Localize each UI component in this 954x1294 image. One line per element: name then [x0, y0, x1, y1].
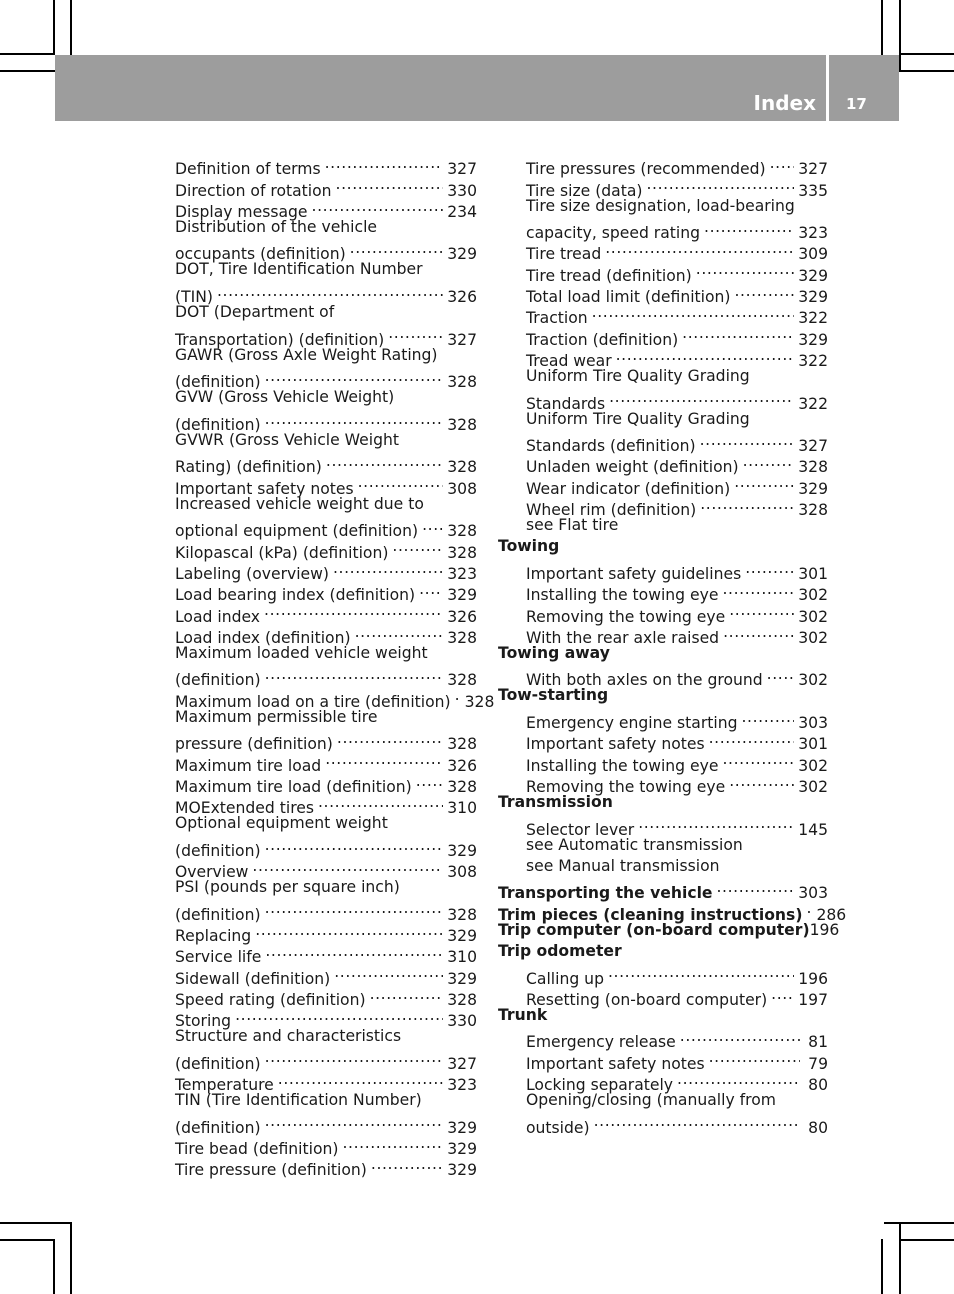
leader-dots — [334, 962, 443, 983]
index-entry — [498, 536, 828, 557]
entry-label: Wear indicator (definition) — [526, 479, 731, 498]
entry-label: Selector lever — [526, 820, 635, 839]
entry-label: Standards (definition) — [526, 437, 696, 456]
leader-dots — [709, 1047, 800, 1068]
index-entry — [175, 430, 477, 451]
leader-dots — [734, 281, 794, 302]
crop-mark — [0, 1239, 55, 1241]
leader-dots — [806, 898, 812, 919]
entry-page: 79 — [808, 1054, 828, 1073]
entry-page: 326 — [447, 756, 477, 775]
entry-label: GAWR (Gross Axle Weight Rating) — [175, 345, 438, 364]
index-entry — [175, 217, 477, 238]
entry-page: 327 — [447, 330, 477, 349]
entry-label: Maximum tire load (definition) — [175, 777, 412, 796]
index-entry — [175, 238, 477, 264]
leader-dots — [608, 962, 794, 983]
leader-dots — [325, 749, 443, 770]
crop-mark — [70, 1222, 72, 1294]
entry-page: 329 — [447, 1139, 477, 1158]
entry-label: GVWR (Gross Vehicle Weight — [175, 430, 399, 449]
leader-dots — [745, 558, 794, 579]
entry-label: Installing the towing eye — [526, 756, 719, 775]
entry-label: Definition of terms — [175, 160, 321, 179]
leader-dots — [325, 153, 444, 174]
index-entry — [175, 494, 477, 515]
entry-label: Uniform Tire Quality Grading — [526, 366, 750, 385]
leader-dots — [700, 494, 794, 515]
entry-page: 286 — [816, 905, 847, 924]
entry-label: (definition) — [175, 373, 261, 392]
entry-label: Traction (definition) — [526, 330, 679, 349]
crop-mark — [899, 1222, 901, 1294]
crop-mark — [881, 0, 883, 55]
entry-label: Sidewall (definition) — [175, 969, 331, 988]
entry-label: Tire tread (definition) — [526, 266, 692, 285]
index-entry — [498, 1111, 828, 1137]
entry-label: Load index — [175, 607, 261, 626]
index-entry — [175, 153, 477, 179]
entry-page: 329 — [447, 245, 477, 264]
leader-dots — [455, 685, 461, 706]
entry-page: 302 — [798, 777, 828, 796]
entry-label: Tire pressure (definition) — [175, 1161, 367, 1180]
crop-mark — [0, 53, 55, 55]
entry-label: Tire size designation, load-bearing — [526, 196, 795, 215]
entry-label: Trunk — [498, 1005, 548, 1024]
entry-page: 328 — [447, 522, 477, 541]
leader-dots — [252, 856, 443, 877]
index-entry — [175, 281, 477, 307]
entry-page: 329 — [447, 586, 477, 605]
entry-page: 301 — [798, 564, 828, 583]
leader-dots — [416, 771, 444, 792]
entry-page: 328 — [447, 905, 477, 924]
crop-mark — [881, 1239, 883, 1294]
entry-label: MOExtended tires — [175, 799, 314, 818]
leader-dots — [265, 941, 443, 962]
index-entry — [498, 217, 828, 243]
leader-dots — [350, 238, 444, 259]
entry-label: Calling up — [526, 969, 604, 988]
leader-dots — [217, 281, 443, 302]
entry-label: Tire pressures (recommended) — [526, 160, 766, 179]
entry-label: (TIN) — [175, 288, 213, 307]
entry-page: 309 — [798, 245, 828, 264]
entry-page: 323 — [447, 564, 477, 583]
header-separator — [826, 55, 829, 121]
leader-dots — [722, 749, 794, 770]
entry-page: 327 — [447, 1054, 477, 1073]
leader-dots — [646, 174, 794, 195]
leader-dots — [594, 1111, 800, 1132]
entry-page: 329 — [447, 926, 477, 945]
index-entry — [175, 728, 477, 754]
entry-label: Tire tread — [526, 245, 602, 264]
leader-dots — [326, 451, 443, 472]
leader-dots — [358, 472, 444, 493]
leader-dots — [255, 920, 443, 941]
entry-label: Increased vehicle weight due to — [175, 494, 424, 513]
leader-dots — [265, 1111, 444, 1132]
entry-page: 323 — [447, 1076, 477, 1095]
entry-page: 196 — [798, 969, 828, 988]
leader-dots — [638, 813, 794, 834]
leader-dots — [265, 898, 444, 919]
entry-page: 328 — [447, 628, 477, 647]
index-entry — [498, 558, 828, 583]
entry-label: Emergency release — [526, 1033, 676, 1052]
entry-page: 302 — [798, 586, 828, 605]
entry-label: DOT (Department of — [175, 303, 335, 322]
entry-label: (definition) — [175, 415, 261, 434]
entry-page: 326 — [447, 288, 477, 307]
leader-dots — [342, 1133, 443, 1154]
entry-label: Transportation) (definition) — [175, 330, 385, 349]
entry-page: 303 — [798, 884, 828, 903]
index-entry — [175, 1047, 477, 1073]
index-entry — [175, 835, 477, 860]
entry-page: 335 — [798, 181, 828, 200]
leader-dots — [723, 622, 794, 643]
index-entry — [498, 962, 828, 988]
entry-label: Tread wear — [526, 351, 612, 370]
entry-label: see Flat tire — [526, 516, 619, 535]
crop-mark — [899, 53, 954, 55]
crop-mark — [53, 0, 55, 55]
entry-label: GVW (Gross Vehicle Weight) — [175, 388, 395, 407]
index-entry — [175, 451, 477, 477]
leader-dots — [709, 728, 795, 749]
entry-page: 328 — [447, 671, 477, 690]
entry-label: Removing the towing eye — [526, 777, 726, 796]
index-entry — [175, 898, 477, 924]
index-entry — [498, 877, 828, 903]
entry-label: Towing away — [498, 643, 610, 662]
entry-label: Towing — [498, 537, 560, 556]
index-entry — [175, 345, 477, 366]
crop-mark — [53, 1239, 55, 1294]
entry-label: Structure and characteristics — [175, 1027, 402, 1046]
entry-page: 327 — [798, 160, 828, 179]
leader-dots — [704, 217, 794, 238]
entry-page: 302 — [798, 607, 828, 626]
entry-label: Load index (definition) — [175, 628, 351, 647]
entry-page: 328 — [798, 501, 828, 520]
entry-label: (definition) — [175, 1054, 261, 1073]
entry-label: capacity, speed rating — [526, 224, 701, 243]
leader-dots — [337, 728, 443, 749]
entry-page: 234 — [447, 202, 477, 221]
entry-page: 322 — [798, 394, 828, 413]
leader-dots — [767, 664, 795, 685]
entry-page: 329 — [798, 288, 828, 307]
leader-dots — [680, 1026, 800, 1047]
entry-label: see Manual transmission — [526, 856, 720, 875]
index-entry — [175, 302, 477, 323]
entry-label: outside) — [526, 1118, 590, 1137]
entry-label: Optional equipment weight — [175, 814, 388, 833]
entry-page: 327 — [798, 437, 828, 456]
entry-page: 308 — [447, 479, 477, 498]
entry-label: optional equipment (definition) — [175, 522, 419, 541]
entry-label: Load bearing index (definition) — [175, 586, 416, 605]
entry-page: 322 — [798, 351, 828, 370]
index-entry — [498, 707, 828, 733]
entry-label: Important safety guidelines — [526, 564, 742, 583]
leader-dots — [729, 771, 794, 792]
entry-label: see Automatic transmission — [526, 835, 743, 854]
index-entry — [498, 366, 828, 387]
leader-dots — [370, 984, 444, 1005]
index-entry — [175, 813, 477, 834]
index-entry — [498, 856, 828, 877]
entry-page: 328 — [464, 692, 495, 711]
entry-label: Traction — [526, 309, 588, 328]
index-entry — [175, 1026, 477, 1047]
leader-dots — [333, 558, 443, 579]
index-column-left — [175, 153, 495, 1180]
leader-dots — [265, 835, 444, 856]
entry-label: Important safety notes — [526, 735, 705, 754]
entry-label: Speed rating (definition) — [175, 990, 366, 1009]
entry-page: 327 — [447, 160, 477, 179]
leader-dots — [729, 600, 794, 621]
index-entry — [498, 835, 828, 856]
entry-label: Total load limit (definition) — [526, 288, 731, 307]
entry-page: 328 — [447, 458, 477, 477]
entry-label: (definition) — [175, 841, 261, 860]
index-entry — [175, 877, 477, 898]
leader-dots — [312, 196, 444, 217]
leader-dots — [336, 174, 444, 195]
entry-page: 329 — [447, 969, 477, 988]
entry-label: Resetting (on-board computer) — [526, 990, 768, 1009]
index-entry — [498, 387, 828, 413]
entry-label: Maximum loaded vehicle weight — [175, 643, 428, 662]
entry-page: 328 — [447, 373, 477, 392]
page-title: Index — [753, 91, 816, 115]
entry-page: 330 — [447, 1012, 477, 1031]
leader-dots — [743, 451, 795, 472]
entry-label: Installing the towing eye — [526, 586, 719, 605]
leader-dots — [682, 323, 794, 344]
entry-label: (definition) — [175, 905, 261, 924]
leader-dots — [422, 515, 443, 536]
entry-page: 301 — [798, 735, 828, 754]
entry-page: 329 — [447, 1118, 477, 1137]
entry-label: Tire size (data) — [526, 181, 643, 200]
leader-dots — [696, 259, 794, 280]
entry-label: Direction of rotation — [175, 181, 332, 200]
entry-label: PSI (pounds per square inch) — [175, 878, 400, 897]
leader-dots — [371, 1154, 443, 1175]
entry-page: 329 — [447, 841, 477, 860]
entry-page: 302 — [798, 671, 828, 690]
entry-label: Overview — [175, 863, 249, 882]
entry-label: With both axles on the ground — [526, 671, 763, 690]
entry-label: Trim pieces (cleaning instructions) — [498, 905, 803, 924]
entry-label: Locking separately — [526, 1076, 674, 1095]
entry-label: Wheel rim (definition) — [526, 501, 697, 520]
leader-dots — [419, 579, 443, 600]
entry-label: Trip odometer — [498, 941, 622, 960]
leader-dots — [265, 366, 444, 387]
crop-mark — [899, 1239, 954, 1241]
index-entry — [175, 1090, 477, 1111]
entry-page: 329 — [447, 1161, 477, 1180]
entry-page: 322 — [798, 309, 828, 328]
entry-label: Maximum load on a tire (definition) — [175, 692, 451, 711]
leader-dots — [264, 600, 443, 621]
leader-dots — [741, 707, 794, 728]
crop-mark — [0, 1222, 70, 1224]
entry-page: 310 — [447, 948, 477, 967]
entry-label: (definition) — [175, 671, 261, 690]
entry-page: 328 — [447, 415, 477, 434]
entry-label: Tire bead (definition) — [175, 1139, 339, 1158]
entry-page: 328 — [798, 458, 828, 477]
index-entry — [498, 409, 828, 430]
index-entry — [175, 664, 477, 690]
leader-dots — [722, 579, 794, 600]
entry-label: Temperature — [175, 1076, 274, 1095]
leader-dots — [235, 1005, 443, 1026]
entry-label: Trip computer (on-board computer) — [498, 920, 810, 939]
entry-label: Rating) (definition) — [175, 458, 322, 477]
leader-dots — [265, 1047, 444, 1068]
leader-dots — [355, 622, 444, 643]
entry-label: Replacing — [175, 926, 252, 945]
leader-dots — [265, 409, 444, 430]
index-entry — [175, 643, 477, 664]
index-entry — [498, 1090, 828, 1111]
entry-label: Standards — [526, 394, 606, 413]
entry-label: Opening/closing (manually from — [526, 1091, 776, 1110]
entry-page: 329 — [798, 330, 828, 349]
entry-page: 197 — [798, 990, 828, 1009]
leader-dots — [700, 430, 795, 451]
index-entry — [175, 409, 477, 434]
entry-label: Important safety notes — [526, 1054, 705, 1073]
index-entry — [175, 366, 477, 392]
index-entry — [175, 323, 477, 349]
entry-label: DOT, Tire Identification Number — [175, 260, 423, 279]
leader-dots — [734, 472, 794, 493]
entry-page: 328 — [447, 543, 477, 562]
entry-label: Service life — [175, 948, 262, 967]
entry-label: Important safety notes — [175, 479, 354, 498]
entry-label: (definition) — [175, 1118, 261, 1137]
entry-page: 302 — [798, 756, 828, 775]
entry-label: Emergency engine starting — [526, 714, 738, 733]
entry-label: Transmission — [498, 792, 613, 811]
leader-dots — [609, 387, 794, 408]
crop-mark — [899, 0, 901, 70]
entry-page: 310 — [447, 799, 477, 818]
leader-dots — [677, 1069, 800, 1090]
index-entry — [498, 196, 828, 217]
page-number: 17 — [846, 95, 867, 113]
entry-page: 196 — [809, 920, 840, 939]
leader-dots — [392, 536, 443, 557]
entry-page: 329 — [798, 479, 828, 498]
entry-label: Labeling (overview) — [175, 564, 329, 583]
leader-dots — [605, 238, 794, 259]
index-entry — [498, 664, 828, 690]
entry-page: 330 — [447, 181, 477, 200]
entry-label: Maximum tire load — [175, 756, 322, 775]
entry-page: 302 — [798, 628, 828, 647]
leader-dots — [278, 1069, 443, 1090]
leader-dots — [265, 664, 444, 685]
entry-page: 303 — [798, 714, 828, 733]
entry-label: Storing — [175, 1012, 232, 1031]
index-entry — [175, 387, 477, 408]
entry-label: Transporting the vehicle — [498, 884, 713, 903]
entry-label: Maximum permissible tire — [175, 707, 378, 726]
entry-label: Unladen weight (definition) — [526, 458, 739, 477]
entry-page: 81 — [808, 1033, 828, 1052]
leader-dots — [318, 792, 443, 813]
entry-label: Distribution of the vehicle — [175, 217, 378, 236]
index-entry — [498, 920, 840, 941]
leader-dots — [388, 323, 443, 344]
leader-dots — [592, 302, 795, 323]
index-entry — [498, 430, 828, 456]
index-entry — [175, 515, 477, 541]
entry-page: 145 — [798, 820, 828, 839]
entry-label: With the rear axle raised — [526, 628, 720, 647]
entry-page: 80 — [808, 1076, 828, 1095]
entry-label: Display message — [175, 202, 308, 221]
entry-page: 328 — [447, 777, 477, 796]
index-entry — [175, 259, 477, 280]
entry-label: Removing the towing eye — [526, 607, 726, 626]
entry-label: occupants (definition) — [175, 245, 346, 264]
entry-label: Uniform Tire Quality Grading — [526, 409, 750, 428]
entry-page: 328 — [447, 735, 477, 754]
leader-dots — [717, 877, 795, 898]
index-entry — [498, 813, 828, 839]
leader-dots — [616, 345, 795, 366]
index-entry — [498, 153, 828, 179]
index-entry — [498, 941, 828, 962]
entry-page: 329 — [798, 266, 828, 285]
entry-label: Kilopascal (kPa) (definition) — [175, 543, 389, 562]
index-column-right — [498, 153, 847, 1137]
leader-dots — [770, 153, 795, 174]
crop-mark — [884, 1222, 954, 1224]
entry-page: 328 — [447, 990, 477, 1009]
entry-label: Tow-starting — [498, 686, 609, 705]
index-entry — [175, 1111, 477, 1137]
entry-label: TIN (Tire Identification Number) — [175, 1091, 422, 1110]
entry-label: pressure (definition) — [175, 735, 333, 754]
index-entry — [498, 1026, 828, 1052]
entry-page: 326 — [447, 607, 477, 626]
entry-page: 80 — [808, 1118, 828, 1137]
entry-page: 308 — [447, 863, 477, 882]
leader-dots — [771, 984, 794, 1005]
entry-page: 323 — [798, 224, 828, 243]
